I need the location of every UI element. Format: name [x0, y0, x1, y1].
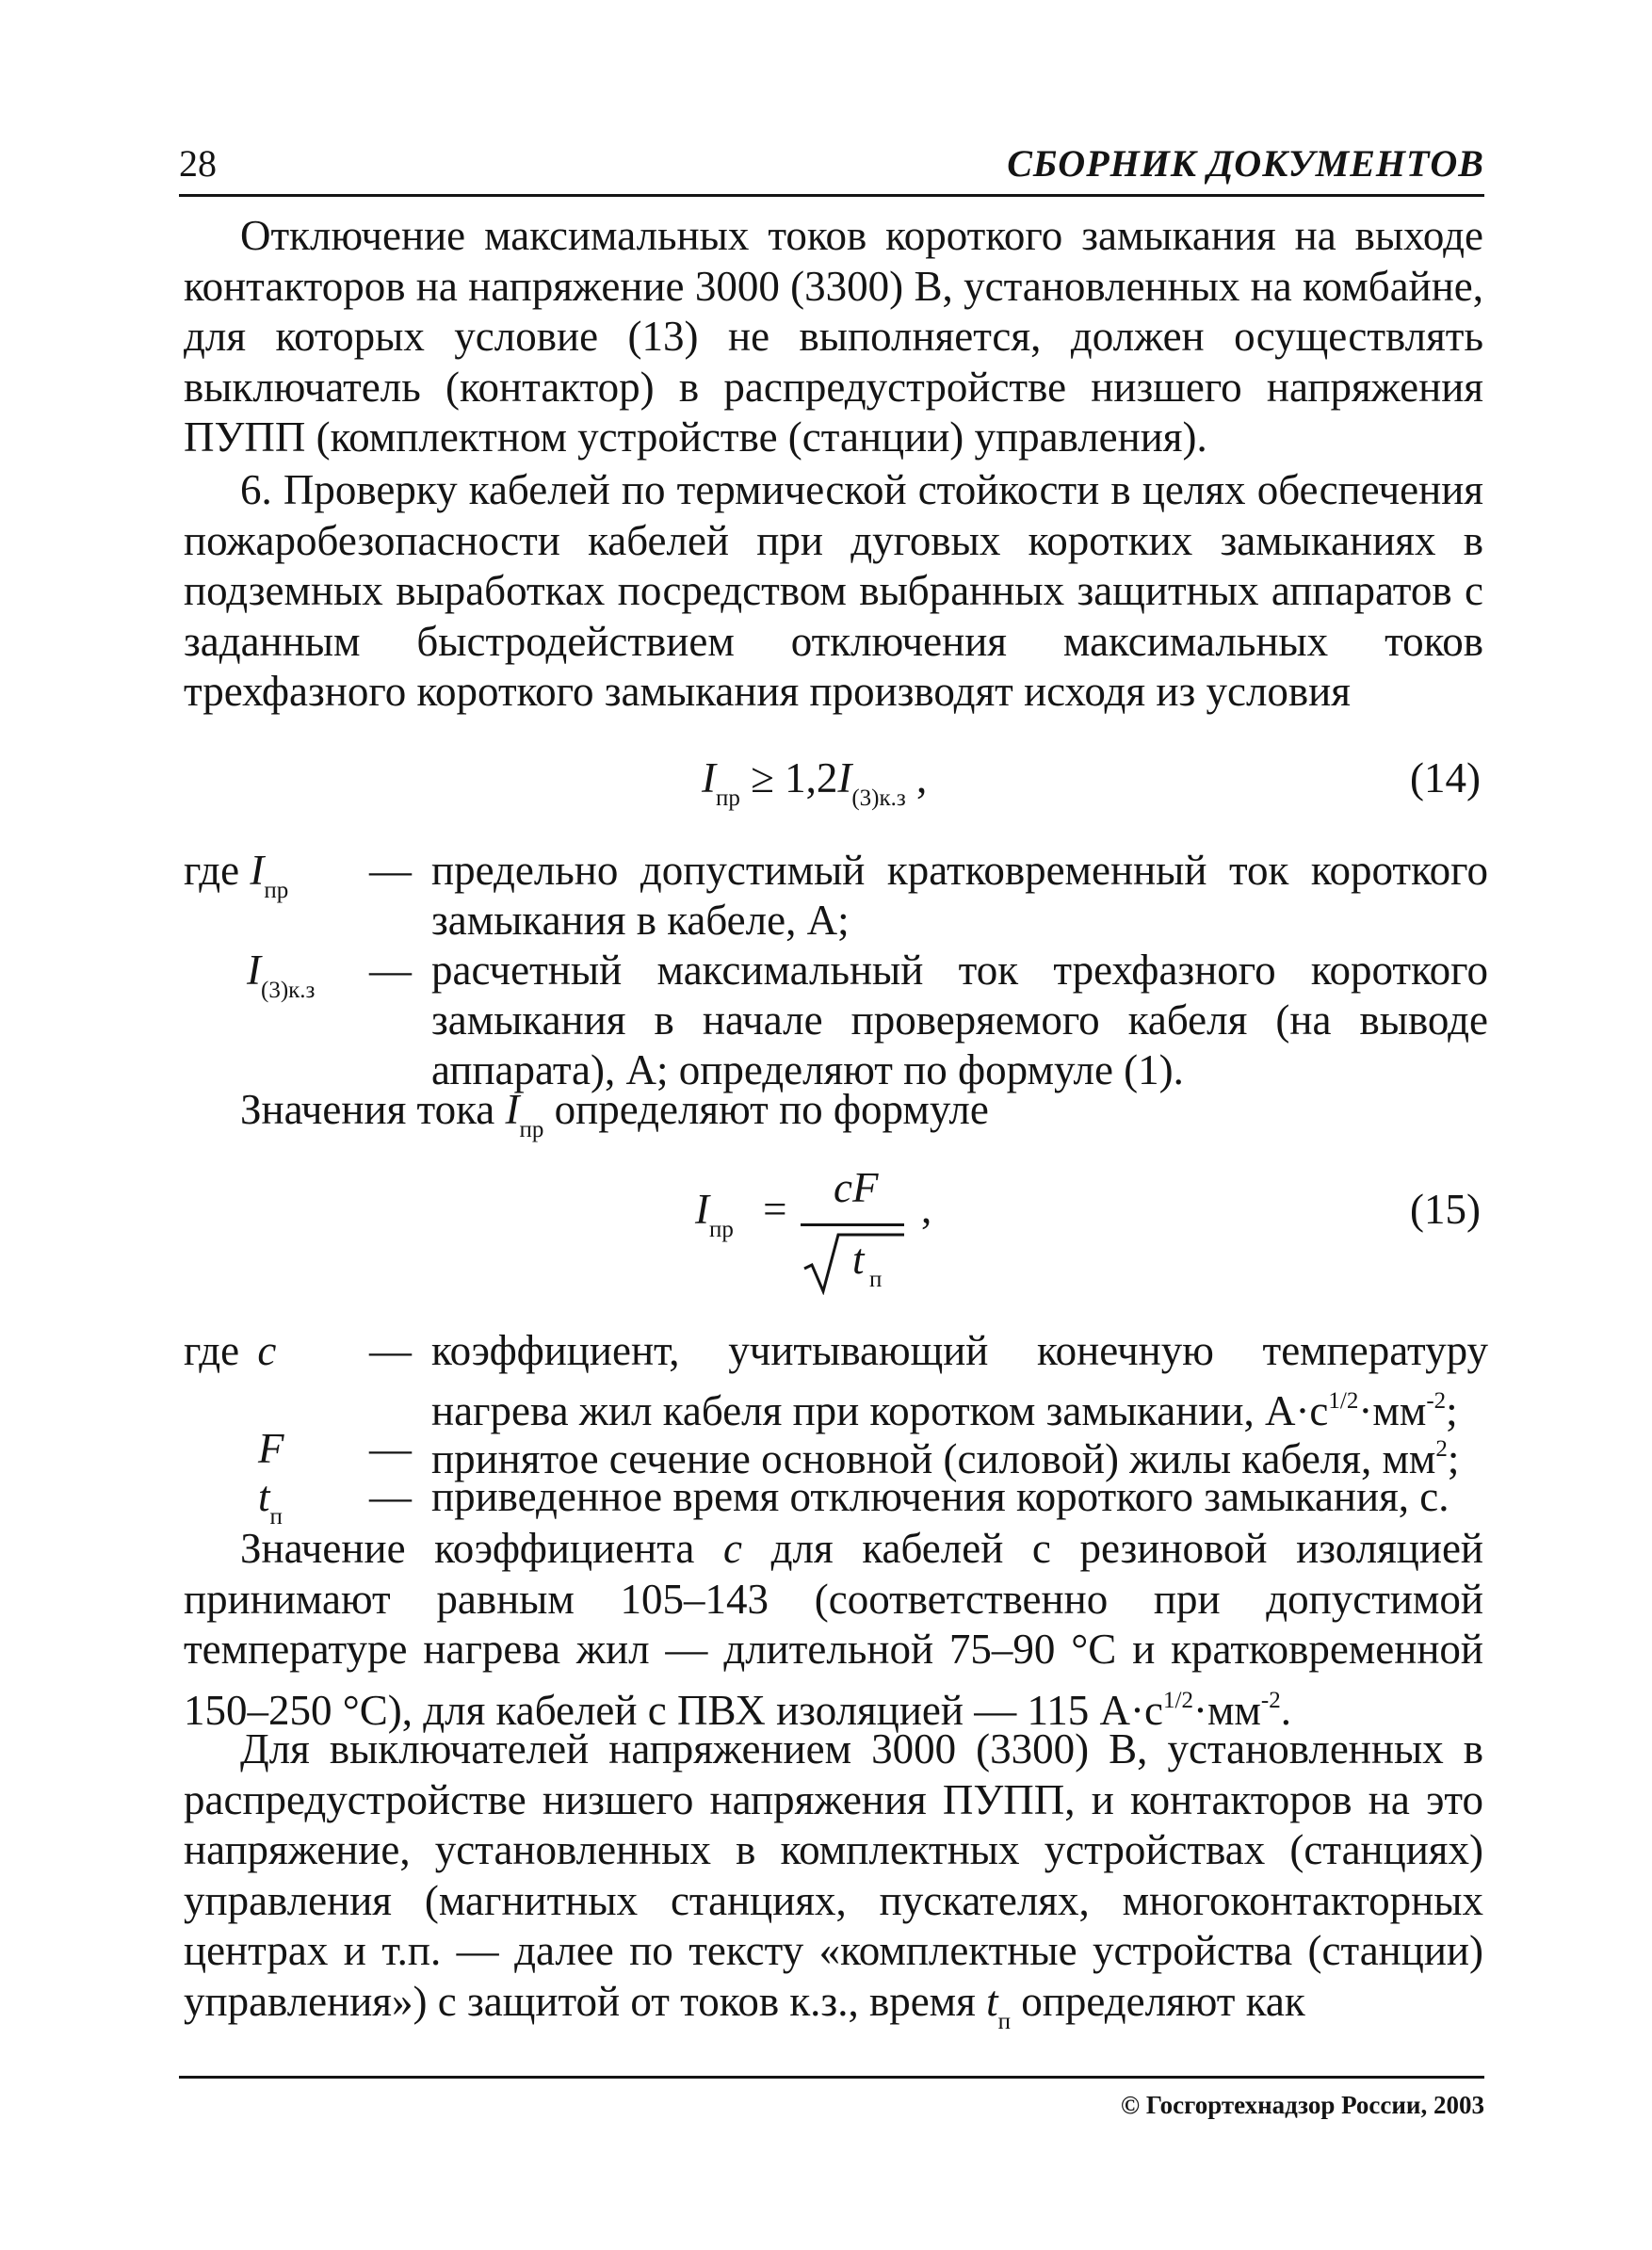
where-1-var-2: I	[247, 947, 261, 994]
formula-15-lhs-sub: пр	[709, 1217, 734, 1242]
paragraph-1-text: Отключение максимальных токов короткого замыкания на выходе контакторов на напряжение 3000 (3300) В, установленных на комбайне, для которых условие (13) не выполняется, должен осуществлять выключатель (контактор) в распредустройстве низшего напряжения ПУПП (комплектном устройстве (станции) управления).	[184, 212, 1483, 461]
where-2-var-2: F	[258, 1425, 284, 1472]
definition-dash: —	[369, 847, 412, 894]
formula-15-numerator: cF	[834, 1164, 879, 1211]
paragraph-4-sup-1: 1/2	[1163, 1687, 1193, 1713]
formula-14-coefficient: 1,2	[785, 754, 838, 801]
where-symbol-f	[258, 1424, 284, 1473]
where-1-var-1: I	[250, 847, 265, 894]
paragraph-5-part-1: Для выключателей напряжением 3000 (3300) В, установленных в распредустройстве низшего напряжения ПУПП, и контакторов на это напряжение, установленных в комплектных устройствах (станциях) управления (магнитных станциях, пускателях, многоконтакторных центрах и т.п. — далее по тексту «комплектные устройства (станции) управления») с защитой от токов к.з., время	[184, 1725, 1483, 2025]
formula-15-lhs-var: I	[695, 1186, 709, 1233]
where-word: где	[184, 847, 240, 894]
definition-dash: —	[369, 947, 412, 994]
where-2-sub-3: п	[269, 1504, 283, 1530]
paragraph-2-text: 6. Проверку кабелей по термической стойкости в целях обеспечения пожаробезопасности кабелей при дуговых коротких замыканиях в подземных выработках посредством выбранных защитных аппаратов с заданным быстродействием отключения максимальных токов трехфазного короткого замыкания производят исходя из условия	[184, 466, 1483, 715]
definition-text: расчетный максимальный ток трехфазного короткого замыкания в начале проверяемого кабеля (на выводе аппарата), А; определяют по формуле (1).	[431, 947, 1488, 1093]
definition-i-3kz	[369, 946, 1488, 1095]
formula-15-fraction	[801, 1163, 951, 1295]
formula-14-lhs-sub: пр	[716, 785, 740, 811]
definition-end: ;	[1446, 1387, 1458, 1434]
where-label-2	[184, 1326, 276, 1375]
paragraph-3-before: Значения тока	[240, 1086, 506, 1133]
equation-number-14: (14)	[1410, 754, 1481, 801]
paragraph-5-var: t	[986, 1977, 998, 2025]
definition-sup-1: 2	[1435, 1436, 1448, 1462]
where-2-var-1: c	[257, 1327, 277, 1374]
definition-mid: ·мм	[1358, 1387, 1427, 1434]
where-2-var-3: t	[258, 1473, 270, 1520]
formula-14-lhs-var: I	[702, 754, 716, 801]
paragraph-2	[184, 465, 1483, 718]
formula-14-tail: ,	[916, 754, 928, 801]
definition-t	[369, 1472, 1488, 1522]
equation-number-15: (15)	[1410, 1186, 1481, 1233]
definition-dash: —	[369, 1327, 412, 1374]
paragraph-1	[184, 211, 1483, 463]
formula-14-rhs-sub: (3)к.з	[851, 785, 906, 811]
formula-15-lhs	[695, 1185, 787, 1243]
paragraph-5-part-2: определяют как	[1011, 1977, 1305, 2025]
paragraph-4-var: с	[723, 1525, 743, 1572]
definition-c	[369, 1326, 1488, 1436]
formula-15-operator: =	[763, 1186, 787, 1233]
fraction-bar	[801, 1223, 904, 1226]
paragraph-4-sup-2: -2	[1260, 1687, 1281, 1713]
paragraph-4-text	[184, 1524, 1483, 1736]
paragraph-4-mid: ·мм	[1192, 1686, 1261, 1734]
formula-15-tail: ,	[921, 1185, 932, 1232]
where-1-sub-2: (3)к.з	[261, 978, 316, 1003]
paragraph-3-after: определяют по формуле	[543, 1086, 989, 1133]
paragraph-5	[184, 1724, 1483, 2047]
running-header-title: СБОРНИК ДОКУМЕНТОВ	[1007, 142, 1484, 185]
where-label-1	[184, 846, 288, 904]
where-symbol-2	[247, 946, 315, 1004]
page-number: 28	[179, 142, 217, 185]
footer-rule	[179, 2076, 1484, 2079]
where-word: где	[184, 1327, 240, 1374]
definition-text	[431, 1326, 1488, 1436]
definition-dash: —	[369, 1425, 412, 1472]
formula-15-denominator-sub: п	[869, 1267, 883, 1292]
where-1-sub-1: пр	[264, 878, 289, 903]
definition-text: приведенное время отключения короткого замыкания, с.	[431, 1473, 1450, 1520]
where-symbol-t	[258, 1472, 283, 1530]
copyright-footer: © Госгортехнадзор России, 2003	[1120, 2091, 1484, 2119]
paragraph-4-part-1: Значение коэффициента	[240, 1525, 724, 1572]
definition-text-main: коэффициент, учитывающий конечную температуру нагрева жил кабеля при коротком замыкании, А·с	[431, 1327, 1488, 1434]
definition-sup-2: -2	[1426, 1388, 1447, 1414]
header-rule	[179, 194, 1484, 197]
formula-14-operator: ≥	[751, 754, 774, 801]
paragraph-3-sub: пр	[519, 1117, 544, 1142]
definition-text-main: принятое сечение основной (силовой) жилы кабеля, мм	[431, 1435, 1436, 1482]
definition-dash: —	[369, 1473, 412, 1520]
paragraph-5-sub: п	[997, 2008, 1012, 2034]
paragraph-3-var: I	[505, 1086, 520, 1133]
paragraph-5-text	[184, 1724, 1483, 2047]
definition-i-pr	[369, 846, 1488, 946]
formula-14-rhs-var: I	[837, 754, 852, 801]
paragraph-3	[184, 1085, 1483, 1156]
paragraph-4-part-2: для кабелей с резиновой изоляцией принимают равным 105–143 (соответственно при допустимой температуре нагрева жил — длительной 75–90 °С и кратковременной 150–250 °С), для кабелей с ПВХ изоляцией — 115 А·с	[184, 1525, 1483, 1734]
formula-14	[702, 753, 927, 812]
definition-sup-1: 1/2	[1328, 1388, 1359, 1414]
paragraph-4	[184, 1524, 1483, 1736]
formula-15-denominator-var: t	[852, 1236, 865, 1283]
paragraph-4-end: .	[1280, 1686, 1291, 1734]
paragraph-3-text	[184, 1085, 1483, 1156]
definition-end: ;	[1447, 1435, 1460, 1482]
definition-text: предельно допустимый кратковременный ток короткого замыкания в кабеле, А;	[431, 847, 1488, 944]
